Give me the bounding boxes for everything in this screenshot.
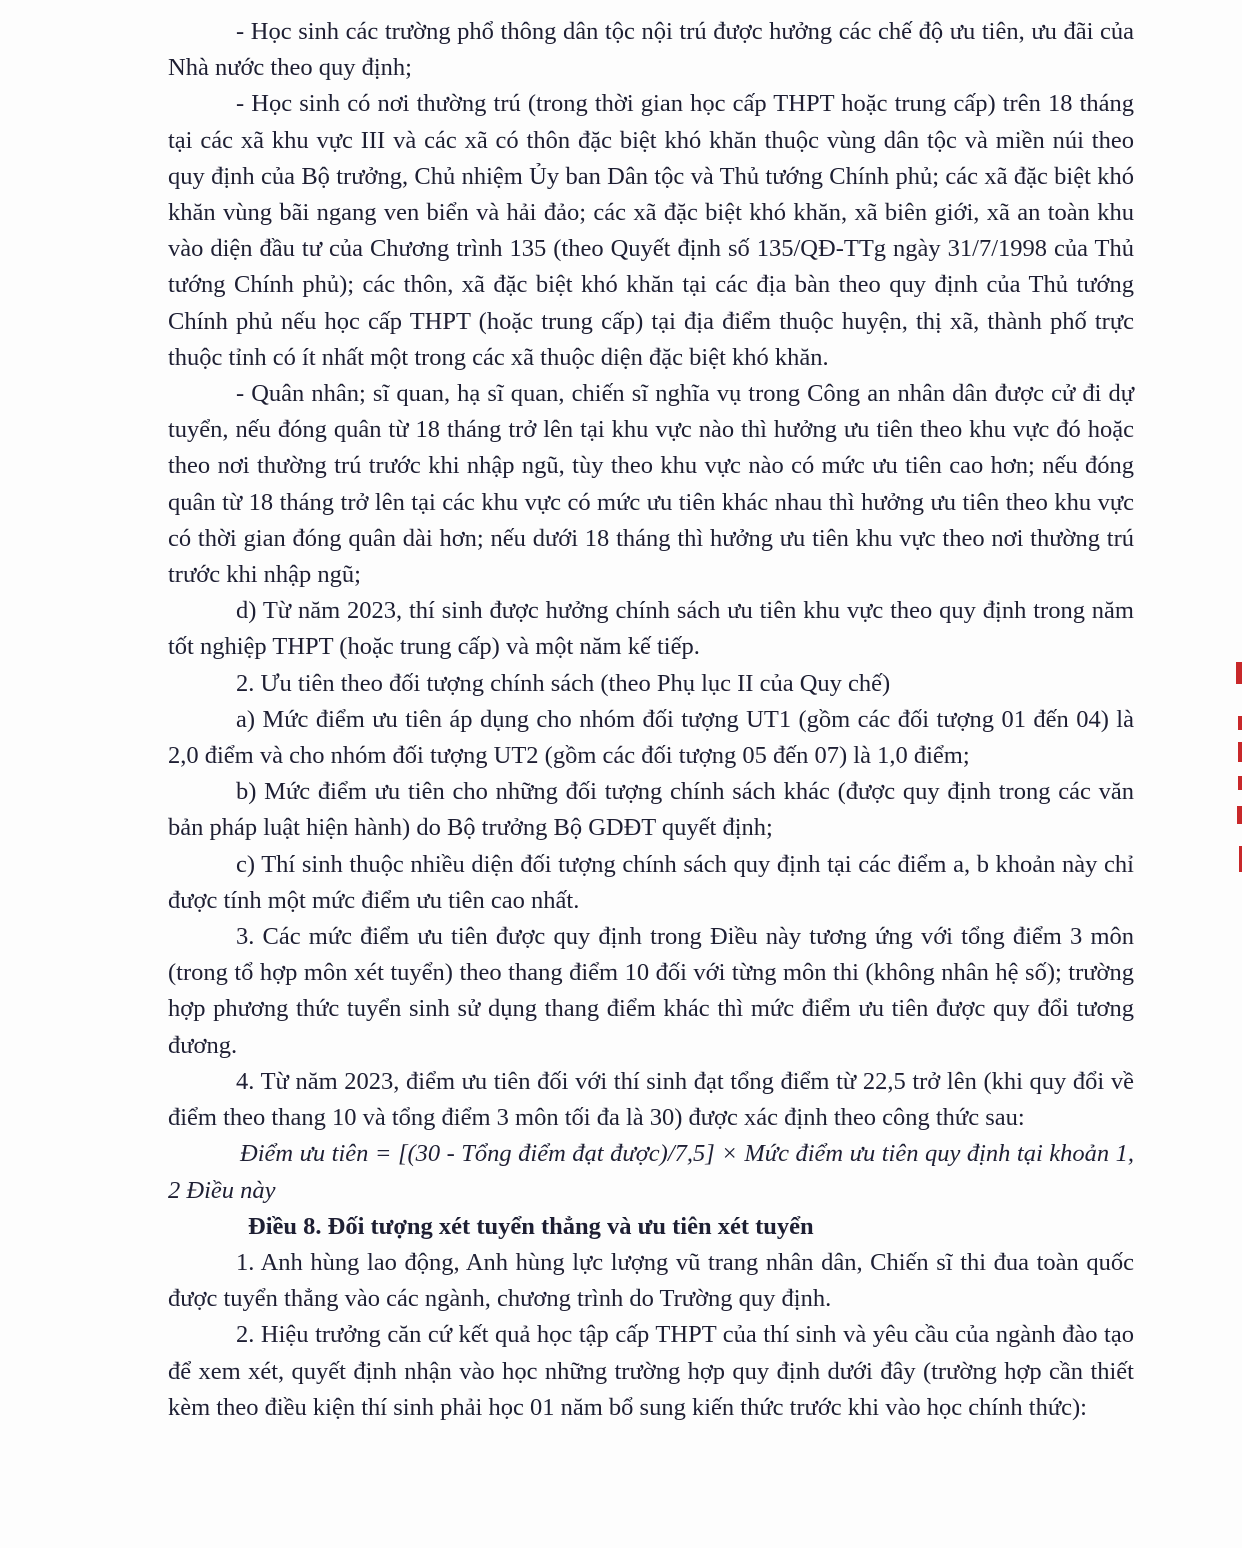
paragraph-section-4: 4. Từ năm 2023, điểm ưu tiên đối với thí sinh đạt tổng điểm từ 22,5 trở lên (khi quy đổi về điểm theo thang 10 và tổng điểm 3 môn tối đa là 30) được xác định theo công thức sau: — [168, 1067, 1134, 1132]
paragraph-section-3: 3. Các mức điểm ưu tiên được quy định trong Điều này tương ứng với tổng điểm 3 môn (trong tổ hợp môn xét tuyển) theo thang điểm 10 đối với từng môn thi (không nhân hệ số); trường hợp phương thức tuyển sinh sử dụng thang điểm khác thì mức điểm ưu tiên được quy đổi tương đương. — [168, 923, 1134, 1059]
paragraph-item-b: b) Mức điểm ưu tiên cho những đối tượng chính sách khác (được quy định trong các văn bản pháp luật hiện hành) do Bộ trưởng Bộ GDĐT quyết định; — [168, 778, 1134, 842]
priority-formula: Điểm ưu tiên = [(30 - Tổng điểm đạt được)/7,5] × Mức điểm ưu tiên quy định tại khoản 1, 2 Điều này — [168, 1140, 1134, 1204]
paragraph-item-c: c) Thí sinh thuộc nhiều diện đối tượng chính sách quy định tại các điểm a, b khoản này chỉ được tính một mức điểm ưu tiên cao nhất. — [168, 850, 1134, 914]
paragraph-item-a: a) Mức điểm ưu tiên áp dụng cho nhóm đối tượng UT1 (gồm các đối tượng 01 đến 04) là 2,0 điểm và cho nhóm đối tượng UT2 (gồm các đối tượng 05 đến 07) là 1,0 điểm; — [168, 705, 1134, 770]
seal-edge-fragment — [1238, 742, 1242, 762]
paragraph-boarding-students: - Học sinh các trường phổ thông dân tộc nội trú được hưởng các chế độ ưu tiên, ưu đãi của Nhà nước theo quy định; — [168, 18, 1134, 82]
seal-edge-fragment — [1238, 776, 1242, 790]
paragraph-military-priority: - Quân nhân; sĩ quan, hạ sĩ quan, chiến sĩ nghĩa vụ trong Công an nhân dân được cử đi dự tuyển, nếu đóng quân từ 18 tháng trở lên tại khu vực nào thì hưởng ưu tiên theo khu vực đó hoặc theo nơi thường trú trước khi nhập ngũ, tùy theo khu vực nào có mức ưu tiên cao hơn; nếu đóng quân từ 18 tháng trở lên tại các khu vực có mức ưu tiên khác nhau thì hưởng ưu tiên theo khu vực có thời gian đóng quân dài hơn; nếu dưới 18 tháng thì hưởng ưu tiên khu vực theo nơi thường trú trước khi nhập ngũ; — [168, 380, 1134, 589]
paragraph-article-8-item-2: 2. Hiệu trưởng căn cứ kết quả học tập cấp THPT của thí sinh và yêu cầu của ngành đào tạo để xem xét, quyết định nhận vào học những trường hợp quy định dưới đây (trường hợp cần thiết kèm theo điều kiện thí sinh phải học 01 năm bổ sung kiến thức trước khi vào học chính thức): — [168, 1321, 1134, 1421]
seal-edge-fragment — [1237, 806, 1242, 824]
seal-edge-fragment — [1238, 716, 1242, 730]
paragraph-article-8-item-1: 1. Anh hùng lao động, Anh hùng lực lượng vũ trang nhân dân, Chiến sĩ thi đua toàn quốc được tuyển thẳng vào các ngành, chương trình do Trường quy định. — [168, 1248, 1134, 1313]
seal-edge-fragment — [1236, 662, 1242, 684]
paragraph-residence-priority: - Học sinh có nơi thường trú (trong thời gian học cấp THPT hoặc trung cấp) trên 18 tháng tại các xã khu vực III và các xã có thôn đặc biệt khó khăn thuộc vùng dân tộc và miền núi theo quy định của Bộ trưởng, Chủ nhiệm Ủy ban Dân tộc và Thủ tướng Chính phủ; các xã đặc biệt khó khăn vùng bãi ngang ven biển và hải đảo; các xã đặc biệt khó khăn, xã biên giới, xã an toàn khu vào diện đầu tư của Chương trình 135 (theo Quyết định số 135/QĐ-TTg ngày 31/7/1998 của Thủ tướng Chính phủ); các thôn, xã đặc biệt khó khăn tại các địa bàn theo quy định của Thủ tướng Chính phủ nếu học cấp THPT (hoặc trung cấp) tại địa điểm thuộc huyện, thị xã, thành phố trực thuộc tỉnh có ít nhất một trong các xã thuộc diện đặc biệt khó khăn. — [168, 90, 1134, 371]
paragraph-section-2: 2. Ưu tiên theo đối tượng chính sách (theo Phụ lục II của Quy chế) — [236, 669, 891, 697]
article-8-heading: Điều 8. Đối tượng xét tuyển thẳng và ưu tiên xét tuyển — [248, 1212, 814, 1240]
paragraph-item-d: d) Từ năm 2023, thí sinh được hưởng chính sách ưu tiên khu vực theo quy định trong năm tốt nghiệp THPT (hoặc trung cấp) và một năm kế tiếp. — [168, 597, 1134, 661]
